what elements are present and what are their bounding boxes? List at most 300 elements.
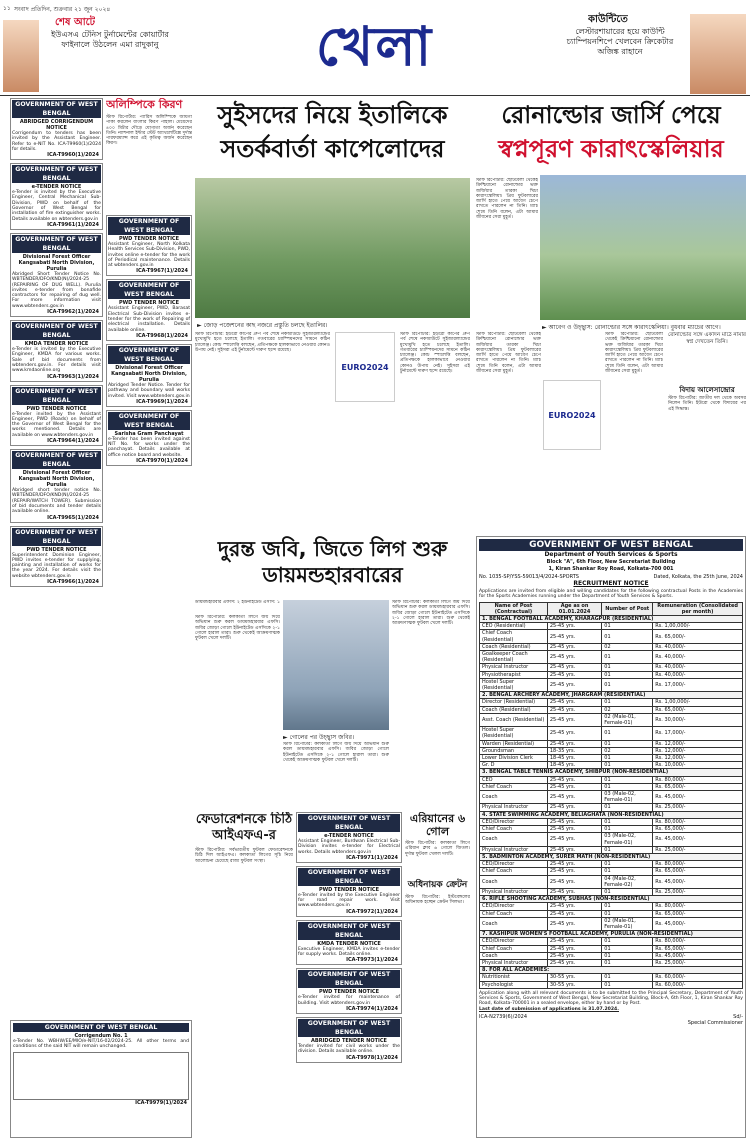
recruitment-gov: GOVERNMENT OF WEST BENGAL (479, 539, 743, 551)
table-row (480, 713, 743, 726)
table-cell: Chief Coach (480, 826, 548, 833)
table-cell: Rs. 30,000/- (653, 713, 743, 726)
table-cell: 01 (602, 868, 653, 875)
notice-title: Sarisha Gram Panchayat (114, 430, 184, 437)
table-row (480, 776, 743, 783)
notice-ica: ICA-T9962(1)/2024 (47, 309, 99, 316)
notice-gov: GOVERNMENT OF WEST BENGAL (108, 346, 190, 364)
recruitment-memo: No. 1035-SP/YSS-59013/4/2024-SPORTS (479, 574, 579, 580)
notice-title: KMDA TENDER NOTICE (317, 940, 381, 947)
table-cell: 25-45 yrs. (547, 664, 601, 671)
table-row (480, 727, 743, 740)
table-cell: CEO/Director (480, 938, 548, 945)
notice-gov: GOVERNMENT OF WEST BENGAL (108, 281, 190, 299)
table-cell: Rs. 45,000/- (653, 952, 743, 959)
left-teaser-tag: শেষ আটে (55, 17, 96, 28)
table-cell: 01 (602, 762, 653, 769)
table-cell: 04 (Male-02, Female-02) (602, 875, 653, 888)
recruitment-notice (476, 536, 746, 1138)
table-cell: 25-45 yrs. (547, 671, 601, 678)
table-cell: 25-45 yrs. (547, 833, 601, 846)
table-cell: Chief Coach (480, 910, 548, 917)
notice-text: Abridged Short Tender Notice No. WBTENDER/DFO/KND(N)/2024-25 (REPAIRING OF DUG WELL). Purulia invites e-tender from bonafide contractors for repairing of dug well. For more information visit www.wbtenders.gov.in (12, 271, 101, 309)
notice-gov: GOVERNMENT OF WEST BENGAL (12, 165, 101, 183)
notice-gov: GOVERNMENT OF WEST BENGAL (298, 970, 400, 988)
table-cell: 01 (602, 651, 653, 664)
tender-notice (296, 812, 402, 863)
story3-headline: দুরন্ত জবি, জিতে লিগ শুরু ডায়মন্ডহারবারের (217, 537, 448, 587)
notice-ica: ICA-T9969(1)/2024 (136, 398, 188, 405)
tender-notice (296, 920, 402, 966)
table-cell: Rs. 40,000/- (653, 671, 743, 678)
table-cell: 25-45 yrs. (547, 643, 601, 650)
table-cell: 01 (602, 826, 653, 833)
tender-notice (296, 968, 402, 1014)
headline-line-1: সুইসদের নিয়ে ইতালিকে (217, 101, 448, 129)
jobby-photo (283, 600, 389, 730)
notice-title: e-TENDER NOTICE (324, 833, 374, 839)
table-cell: Rs. 80,000/- (653, 861, 743, 868)
table-cell: 25-45 yrs. (547, 699, 601, 706)
tender-notice (10, 163, 103, 230)
table-row (480, 959, 743, 966)
notice-title: PWD TENDER NOTICE (318, 886, 380, 893)
notice-ica: ICA-T9961(1)/2024 (47, 221, 99, 228)
table-cell: 25-45 yrs. (547, 713, 601, 726)
table-cell: 25-45 yrs. (547, 651, 601, 664)
table-cell: Rs. 80,000/- (653, 903, 743, 910)
story1-text-col2: স্টাফ রিপোর্টার: ইউরো কাপের গ্রুপ পর্ব শেষে নকআউটে সুইজারল্যান্ডের মুখোমুখি হতে চলেছে ইতালি। গতবারের চ্যাম্পিয়নদের সামনে কঠিন চ্যালেঞ্জ। কোচ স্পালেত্তি বলছেন, প্রতিপক্ষকে হালকাভাবে নেওয়ার কোনও উপায় নেই। সুইসরা এই টুর্নামেন্টে দারুণ ছন্দে রয়েছে। (400, 332, 470, 375)
table-cell: Rs. 25,000/- (653, 888, 743, 895)
notice-text: Abridged short tender notice No. WBTENDER/DFO/KND(N)/2024-25 (REPAIR/WATCH TOWER). Submission of bid documents and tender details available online. (12, 488, 101, 515)
story1-caption: ► জোড় পজেশনের কাছ নজরে প্রস্তুতি চলছে ইতালির। (197, 322, 328, 329)
table-cell: Chief Coach (480, 868, 548, 875)
table-cell: 25-45 yrs. (547, 903, 601, 910)
notice-gov: GOVERNMENT OF WEST BENGAL (108, 412, 190, 430)
table-cell: 25-45 yrs. (547, 861, 601, 868)
table-cell: Coach (480, 875, 548, 888)
table-cell: Warden (Residential) (480, 740, 548, 747)
right-teaser-body: লেস্টারশায়ারের হয়ে কাউন্টি চ্যাম্পিয়নশিপে খেলবেন ক্রিকেটার অজিঙ্ক রাহানে (566, 27, 674, 56)
table-cell: 02 (Male-01, Female-01) (602, 713, 653, 726)
table-cell: Physical Instructor (480, 959, 548, 966)
headline-line-2: সতর্কবার্তা কাপেলোদের (220, 135, 445, 163)
story5-subtext: স্টাফ রিপোর্টার: ইস্টবেঙ্গলের অধিনায়ক হচ্ছেন ক্রেটন সিলভা। (405, 894, 470, 906)
table-cell: Hostel Super (Residential) (480, 678, 548, 691)
table-cell: CEO (480, 776, 548, 783)
table-row (480, 938, 743, 945)
ronaldo-photo (540, 175, 746, 320)
table-row (480, 643, 743, 650)
table-cell: Rs. 65,000/- (653, 783, 743, 790)
notice-gov: GOVERNMENT OF WEST BENGAL (12, 235, 101, 253)
story2-text-2: স্টাফ রিপোর্টার: ছোটবেলা থেকেই ক্রিশ্চিয়ানো রোনাল্ডোর ভক্ত জর্জিয়ার তারকা খিচা কারাৎস্কেলিয়া। প্রিয় ফুটবলারের জার্সি হাতে পেয়ে আবেগ চেপে রাখতে পারলেন না তিনি। ম্যাচ শেষে তিনি বলেন, এটা আমার জীবনের সেরা মুহূর্ত। (476, 332, 541, 375)
table-cell: Coach (Residential) (480, 643, 548, 650)
table-section: 1. BENGAL FOOTBALL ACADEMY, KHARAGPUR (RESIDENTIAL) (480, 616, 743, 623)
table-cell: Rs. 10,000/- (653, 762, 743, 769)
masthead (0, 0, 750, 96)
table-row (480, 623, 743, 630)
story2-side-body: স্টাফ রিপোর্টার: জাতীয় দল থেকে অবসর নিলেন তিনি। ইউরো থেকে বিদায়ের পর এই সিদ্ধান্ত। (668, 396, 746, 412)
euro-logo: EURO2024 (335, 332, 395, 402)
table-cell: 25-45 yrs. (547, 818, 601, 825)
table-cell: 01 (602, 623, 653, 630)
table-header: Remuneration (Consolidated per month) (653, 602, 743, 615)
table-cell: 01 (602, 952, 653, 959)
table-cell: 18-35 yrs. (547, 747, 601, 754)
table-row (480, 762, 743, 769)
notice-text: e-Tender invited by the Assistant Engineer, PWD (Roads) on behalf of the Governor of West Bengal for the works mentioned. Details are available on www.wbtenders.gov.in (12, 411, 101, 438)
notice-title: PWD TENDER NOTICE (318, 989, 380, 996)
story3-caption: ► গোলের পর উচ্ছ্বাস জবির। (283, 734, 355, 741)
col2-notice-column (106, 215, 192, 1015)
italy-training-photo (195, 178, 470, 318)
notice-title: Divisional Forest Officer Kangsabati North Division, Purulia (18, 470, 95, 489)
story2-text: স্টাফ রিপোর্টার: ছোটবেলা থেকেই ক্রিশ্চিয়ানো রোনাল্ডোর ভক্ত জর্জিয়ার তারকা খিচা কারাৎস্কেলিয়া। প্রিয় ফুটবলারের জার্সি হাতে পেয়ে আবেগ চেপে রাখতে পারলেন না তিনি। ম্যাচ শেষে তিনি বলেন, এটা আমার জীবনের সেরা মুহূর্ত। (476, 178, 538, 221)
notice-text: Abridged Tender Notice. Tender for pathway and boundary wall works invited. Visit www.wbtenders.gov.in (108, 382, 190, 399)
recruitment-dept: Department of Youth Services & Sports (544, 551, 678, 558)
table-cell: Psychologist (480, 981, 548, 988)
table-cell: Rs. 1,00,000/- (653, 623, 743, 630)
table-cell: 25-45 yrs. (547, 706, 601, 713)
table-cell: Rs. 45,000/- (653, 875, 743, 888)
table-cell: Coach (480, 833, 548, 846)
table-cell: 18-45 yrs. (547, 762, 601, 769)
tender-notice (106, 344, 192, 407)
table-cell: Rs. 25,000/- (653, 846, 743, 853)
table-section: 5. BADMINTON ACADEMY, SURER MATH (NON-RESIDENTIAL) (480, 853, 743, 860)
table-cell: 01 (602, 699, 653, 706)
table-cell: 02 (602, 706, 653, 713)
story4-text: স্টাফ রিপোর্টার: সর্বভারতীয় ফুটবল ফেডারেশনকে চিঠি দিল আইএফএ। কলকাতা লিগের সূচি নিয়ে আলোচনা চেয়েছে রাজ্য ফুটবল সংস্থা। (195, 848, 293, 864)
table-cell: 01 (602, 903, 653, 910)
table-cell: Rs. 65,000/- (653, 910, 743, 917)
notice-gov: GOVERNMENT OF WEST BENGAL (12, 387, 101, 405)
tender-notice (10, 449, 103, 522)
table-row (480, 783, 743, 790)
notice-title: PWD TENDER NOTICE (26, 546, 87, 553)
story2-side-text: রোনাল্ডোর সঙ্গে একদিন মাঠে নামার স্বপ্ন দেখতেন তিনি। (668, 332, 746, 345)
table-cell: 25-45 yrs. (547, 910, 601, 917)
notice-ica: ICA-T9978(1)/2024 (346, 1054, 398, 1061)
table-cell: 30-55 yrs. (547, 981, 601, 988)
tender-notice (10, 98, 103, 160)
headline-line-2: স্বপ্নপূরণ কারাৎস্কেলিয়ার (498, 135, 724, 163)
notice-ica: ICA-T9968(1)/2024 (136, 332, 188, 339)
table-section: 4. STATE SWIMMING ACADEMY, BELIAGHATA (NON-RESIDENTIAL) (480, 811, 743, 818)
story2-side-title: বিদায় আলেসান্দ্রোর (679, 386, 735, 394)
left-teaser-body: ইউএসএ টেনিস টুর্নামেন্টের কোয়ার্টার ফাইনালে উঠলেন এমা রাদুকানু (51, 30, 169, 49)
table-row (480, 861, 743, 868)
table-cell: 01 (602, 678, 653, 691)
notice-title: ABRIDGED TENDER NOTICE (311, 1037, 387, 1044)
table-cell: 01 (602, 818, 653, 825)
notice-gov: GOVERNMENT OF WEST BENGAL (12, 322, 101, 340)
table-cell: 25-45 yrs. (547, 945, 601, 952)
notice-gov: GOVERNMENT OF WEST BENGAL (298, 814, 400, 832)
notice-title: PWD TENDER NOTICE (118, 236, 180, 242)
table-cell: 25-45 yrs. (547, 959, 601, 966)
table-cell: Rs. 60,000/- (653, 981, 743, 988)
table-cell: 03 (Male-02, Female-01) (602, 833, 653, 846)
tender-notice (10, 526, 103, 587)
table-cell: 01 (602, 671, 653, 678)
table-row (480, 974, 743, 981)
recruitment-addr2: 1, Kiran Shankar Roy Road, Kolkata-700 001 (548, 566, 674, 572)
table-cell: 25-45 yrs. (547, 938, 601, 945)
table-cell: Rs. 45,000/- (653, 917, 743, 930)
recruitment-sign-title: Special Commissioner (687, 1019, 743, 1026)
table-section: 2. BENGAL ARCHERY ACADEMY, JHARGRAM (RESIDENTIAL) (480, 692, 743, 699)
table-cell: Rs. 65,000/- (653, 945, 743, 952)
table-cell: 01 (602, 776, 653, 783)
table-cell: 01 (602, 740, 653, 747)
table-cell: 01 (602, 981, 653, 988)
table-cell: 25-45 yrs. (547, 783, 601, 790)
table-cell: 01 (602, 938, 653, 945)
table-section: 8. FOR ALL ACADEMIES: (480, 967, 743, 974)
table-row (480, 917, 743, 930)
table-cell: Rs. 17,000/- (653, 727, 743, 740)
table-row (480, 747, 743, 754)
table-cell: Physical Instructor (480, 664, 548, 671)
table-row (480, 791, 743, 804)
story5-subhead: অধিনায়ক ক্রেটন (407, 879, 468, 890)
table-cell: 25-45 yrs. (547, 875, 601, 888)
notice-gov: GOVERNMENT OF WEST BENGAL (298, 922, 400, 940)
notice-ica: ICA-T9974(1)/2024 (346, 1005, 398, 1012)
table-cell: 01 (602, 804, 653, 811)
bottom-text: e-Tender No. WBHW/EE/MIO/e-NIT/16-02/2024-25. All other terms and conditions of the said NIT will remain unchanged. (13, 1039, 189, 1050)
tender-notice (10, 233, 103, 317)
table-row (480, 875, 743, 888)
table-row (480, 664, 743, 671)
notice-gov: GOVERNMENT OF WEST BENGAL (12, 451, 101, 469)
table-row (480, 945, 743, 952)
table-cell: Lower Division Clerk (480, 755, 548, 762)
table-cell: 25-45 yrs. (547, 952, 601, 959)
table-row (480, 706, 743, 713)
table-row (480, 826, 743, 833)
notice-gov: GOVERNMENT OF WEST BENGAL (298, 868, 400, 886)
table-row (480, 888, 743, 895)
recruitment-last-date: Last date of submission of applications is 31.07.2024. (479, 1006, 619, 1012)
story5-headline: এরিয়ানের ৬ গোল (409, 812, 466, 838)
table-cell: Rs. 1,00,000/- (653, 699, 743, 706)
table-cell: Coach (480, 791, 548, 804)
table-row (480, 910, 743, 917)
table-cell: 01 (602, 959, 653, 966)
table-cell: Rs. 25,000/- (653, 804, 743, 811)
notice-title: Divisional Forest Officer Kangsabati North Division, Purulia (18, 253, 95, 272)
table-section: 7. KASHIPUR WOMEN'S FOOTBALL ACADEMY, PURULIA (NON-RESIDENTIAL) (480, 931, 743, 938)
table-cell: CEO/Director (480, 903, 548, 910)
table-cell: 25-45 yrs. (547, 868, 601, 875)
table-cell: 25-45 yrs. (547, 888, 601, 895)
notice-text: Assistant Engineer, North Kolkata Health Services Sub-Division, PWD, invites online e-tender for the work of Periodical maintenance. Details at wbtenders.gov.in (108, 242, 190, 269)
rahane-photo (690, 14, 746, 94)
kiran-headline: অলিম্পিকে কিরণ (106, 98, 183, 111)
story3-text: স্টাফ রিপোর্টার: কলকাতা লিগে জয় দিয়ে অভিযান শুরু করল ডায়মন্ডহারবার এফসি। জবির জোড়া গোলে ইউনাইটেড এসসিকে ২-১ গোলে হারাল তারা। শুরু থেকেই আক্রমণাত্মক ফুটবল খেলে দলটি। (195, 615, 280, 642)
tender-notice (106, 215, 192, 276)
notice-text: Assistant Engineer, PWD, Barasat Electrical Sub-Division invites e-tender for the work of Repairing of electrical installation. Details available online. (108, 306, 190, 333)
table-cell: Rs. 12,000/- (653, 755, 743, 762)
recruitment-footer: Application along with all relevant documents is to be submitted to the Principal Secretary, Department of Youth Services & Sports, Government of West Bengal, New Secretariat Building, Block-A, 6th Floor, 1, Kiran Shankar Roy Road, Kolkata-700001 in a sealed envelope, either by hand or by Post. (479, 990, 743, 1007)
table-row (480, 981, 743, 988)
tender-notice (106, 410, 192, 466)
table-cell: Chief Coach (480, 945, 548, 952)
table-cell: Chief Coach (480, 783, 548, 790)
table-cell: 25-45 yrs. (547, 740, 601, 747)
table-cell: Rs. 12,000/- (653, 747, 743, 754)
notice-ica: ICA-T9970(1)/2024 (136, 458, 188, 465)
table-row (480, 671, 743, 678)
table-cell: Groundsman (480, 747, 548, 754)
notice-ica: ICA-T9963(1)/2024 (47, 373, 99, 380)
notice-text: e-Tender is invited by the Executive Engineer, KMDA for various works. Sale of bid documents from wbtenders.gov.in. For details visit www.kmdaonline.org (12, 347, 101, 374)
table-cell: 25-45 yrs. (547, 678, 601, 691)
kiran-story (106, 98, 192, 218)
story4-headline: ফেডারেশনকে চিঠি আইএফএ-র (195, 812, 293, 843)
table-row (480, 833, 743, 846)
table-cell: 01 (602, 910, 653, 917)
table-cell: 25-45 yrs. (547, 917, 601, 930)
recruitment-ica: ICA-N2739(6)/2024 (479, 1013, 528, 1020)
table-cell: Rs. 40,000/- (653, 643, 743, 650)
table-cell: Gr. D (480, 762, 548, 769)
table-header: Number of Post (602, 602, 653, 615)
notice-text: e-Tender invited by the Executive Engineer for road repair work. Visit www.wbtenders.gov.in (298, 892, 400, 909)
right-teaser-tag: কাউন্টিতে (588, 14, 628, 25)
col4-notice-column (296, 812, 402, 1132)
table-cell: Coach (480, 917, 548, 930)
story5-text: স্টাফ রিপোর্টার: কলকাতা লিগে এরিয়ান ক্লাব ৬ গোলে জিতল। দুর্দান্ত ফুটবল খেলল দলটি। (405, 841, 470, 857)
table-section: 3. BENGAL TABLE TENNIS ACADEMY, SHIBPUR (NON-RESIDENTIAL) (480, 769, 743, 776)
table-cell: Rs. 80,000/- (653, 818, 743, 825)
tender-notice (10, 320, 103, 381)
story1-text: স্টাফ রিপোর্টার: ইউরো কাপের গ্রুপ পর্ব শেষে নকআউটে সুইজারল্যান্ডের মুখোমুখি হতে চলেছে ইতালি। গতবারের চ্যাম্পিয়নদের সামনে কঠিন চ্যালেঞ্জ। কোচ স্পালেত্তি বলছেন, প্রতিপক্ষকে হালকাভাবে নেওয়ার কোনও উপায় নেই। সুইসরা এই টুর্নামেন্টে দারুণ ছন্দে রয়েছে। (195, 332, 330, 353)
table-cell: 25-45 yrs. (547, 804, 601, 811)
dateline: সংবাদ প্রতিদিন, শুক্রবার ২১ জুন ২০২৪ (14, 6, 111, 13)
table-cell: Physical Instructor (480, 888, 548, 895)
table-cell: 03 (Male-02, Female-01) (602, 791, 653, 804)
table-cell: 25-45 yrs. (547, 623, 601, 630)
table-cell: Rs. 80,000/- (653, 938, 743, 945)
table-cell: Rs. 25,000/- (653, 959, 743, 966)
table-section: 6. RIFLE SHOOTING ACADEMY, SUBHAS (NON-RESIDENTIAL) (480, 896, 743, 903)
table-cell: Rs. 65,000/- (653, 630, 743, 643)
table-cell: 25-45 yrs. (547, 846, 601, 853)
table-cell: 01 (602, 630, 653, 643)
notice-text: Assistant Engineer, Burdwan Electrical Sub-Division invites e-tender for Electrical works. Details wbtenders.gov.in (298, 839, 400, 855)
table-cell: Rs. 45,000/- (653, 833, 743, 846)
notice-ica: ICA-T9972(1)/2024 (346, 908, 398, 915)
notice-text: e-Tender has been invited against NIT No. for works under the panchayat. Details available at office notice board and website. (108, 436, 190, 458)
left-notice-column (10, 98, 103, 1016)
table-cell: Coach (480, 952, 548, 959)
table-row (480, 846, 743, 853)
notice-text: Executive Engineer, KMDA invites e-tender for supply works. Details online. (298, 946, 400, 958)
table-cell: 25-45 yrs. (547, 776, 601, 783)
table-cell: Physical Instructor (480, 846, 548, 853)
recruitment-sign-mark: Sd/- (733, 1013, 743, 1020)
table-row (480, 903, 743, 910)
notice-ica: ICA-T9964(1)/2024 (47, 438, 99, 445)
table-row (480, 678, 743, 691)
notice-ica: ICA-T9971(1)/2024 (346, 854, 398, 861)
story2-side-box (668, 384, 746, 524)
notice-gov: GOVERNMENT OF WEST BENGAL (108, 217, 190, 235)
tender-notice (10, 385, 103, 446)
table-row (480, 651, 743, 664)
table-cell: Rs. 40,000/- (653, 651, 743, 664)
table-cell: 01 (602, 861, 653, 868)
notice-ica: ICA-T9960(1)/2024 (47, 152, 99, 159)
table-cell: Nutritionist (480, 974, 548, 981)
table-cell: Rs. 17,000/- (653, 678, 743, 691)
table-cell: 02 (602, 643, 653, 650)
notice-ica: ICA-T9965(1)/2024 (47, 514, 99, 521)
table-cell: 01 (602, 974, 653, 981)
table-cell: 01 (602, 945, 653, 952)
notice-gov: GOVERNMENT OF WEST BENGAL (298, 1019, 400, 1037)
recruitment-addr: Block "A", 6th Floor, New Secretariat Building (546, 559, 676, 565)
table-cell: 01 (602, 727, 653, 740)
table-row (480, 952, 743, 959)
notice-gov: GOVERNMENT OF WEST BENGAL (12, 100, 101, 118)
table-cell: 30-55 yrs. (547, 974, 601, 981)
table-cell: CEO (Residential) (480, 623, 548, 630)
notice-ica: ICA-T9966(1)/2024 (47, 578, 99, 585)
story2-headline (476, 98, 746, 173)
table-cell: 01 (602, 755, 653, 762)
table-cell: Rs. 45,000/- (653, 791, 743, 804)
euro-logo-2: EURO2024 (543, 380, 601, 450)
kiran-text: স্টাফ রিপোর্টার: প্যারিস অলিম্পিকে জায়গা পাকা করলেন বাংলার কিরণ পাহাল। মেয়েদের ৪০০ মিটার দৌড়ে যোগ্যতা অর্জন করেছেন তিনি। ন্যাশনাল ইন্টার স্টেট অ্যাথলেটিক্সে দুর্দান্ত পারফরম্যান্স করে এই কৃতিত্ব অর্জন করেছেন কিরণ। (106, 115, 192, 147)
recruitment-intro: Applications are invited from eligible and willing candidates for the following contractual Posts in the Academies for the Sports Academies running under the Department of Youth Services & Sports. (479, 589, 743, 600)
table-cell: Rs. 60,000/- (653, 974, 743, 981)
bottom-ica: ICA-T9979(1)/2024 (135, 1099, 187, 1106)
story1-headline (195, 98, 470, 173)
table-cell: Chief Coach (Residential) (480, 630, 548, 643)
story4 (195, 812, 293, 1112)
recruitment-table (479, 602, 743, 989)
table-cell: Physiotherapist (480, 671, 548, 678)
story3-text-2: স্টাফ রিপোর্টার: কলকাতা লিগে জয় দিয়ে অভিযান শুরু করল ডায়মন্ডহারবার এফসি। জবির জোড়া গোলে ইউনাইটেড এসসিকে ২-১ গোলে হারাল তারা। শুরু থেকেই আক্রমণাত্মক ফুটবল খেলে দলটি। (392, 600, 470, 627)
table-cell: Rs. 65,000/- (653, 706, 743, 713)
table-cell: 01 (602, 783, 653, 790)
story2-caption: ► আবেগ ও উচ্ছ্বাস: রোনাল্ডোর সঙ্গে কারাৎস্কেলিয়া। বুধবার ম্যাচের আগে। (542, 324, 721, 331)
recruitment-date: Dated, Kolkata, the 25th June, 2024 (653, 574, 743, 580)
story3-score: ডায়মন্ডহারবার এফসি: ২ ইউনাইটেড এসসি: ১ (195, 600, 280, 605)
table-cell: Director (Residential) (480, 699, 548, 706)
table-row (480, 804, 743, 811)
notice-title: KMDA TENDER NOTICE (24, 341, 89, 348)
story5 (405, 812, 470, 1132)
table-cell: 25-45 yrs. (547, 727, 601, 740)
table-row (480, 740, 743, 747)
notice-title: ABRIDGED CORRIGENDUM NOTICE (19, 119, 94, 131)
notice-text: Tender invited for civil works under the division. Details available online. (298, 1043, 400, 1055)
notice-title: Divisional Forest Officer Kangsabati North Division, Purulia (111, 364, 187, 383)
section-logo: খেলা (315, 15, 434, 78)
recruitment-title: RECRUITMENT NOTICE (573, 580, 649, 587)
table-row (480, 630, 743, 643)
notice-title: PWD TENDER NOTICE (118, 300, 180, 307)
story2-text-3: স্টাফ রিপোর্টার: ছোটবেলা থেকেই ক্রিশ্চিয়ানো রোনাল্ডোর ভক্ত জর্জিয়ার তারকা খিচা কারাৎস্কেলিয়া। প্রিয় ফুটবলারের জার্সি হাতে পেয়ে আবেগ চেপে রাখতে পারলেন না তিনি। ম্যাচ শেষে তিনি বলেন, এটা আমার জীবনের সেরা মুহূর্ত। (605, 332, 663, 375)
table-cell: Rs. 65,000/- (653, 826, 743, 833)
table-cell: Physical Instructor (480, 804, 548, 811)
